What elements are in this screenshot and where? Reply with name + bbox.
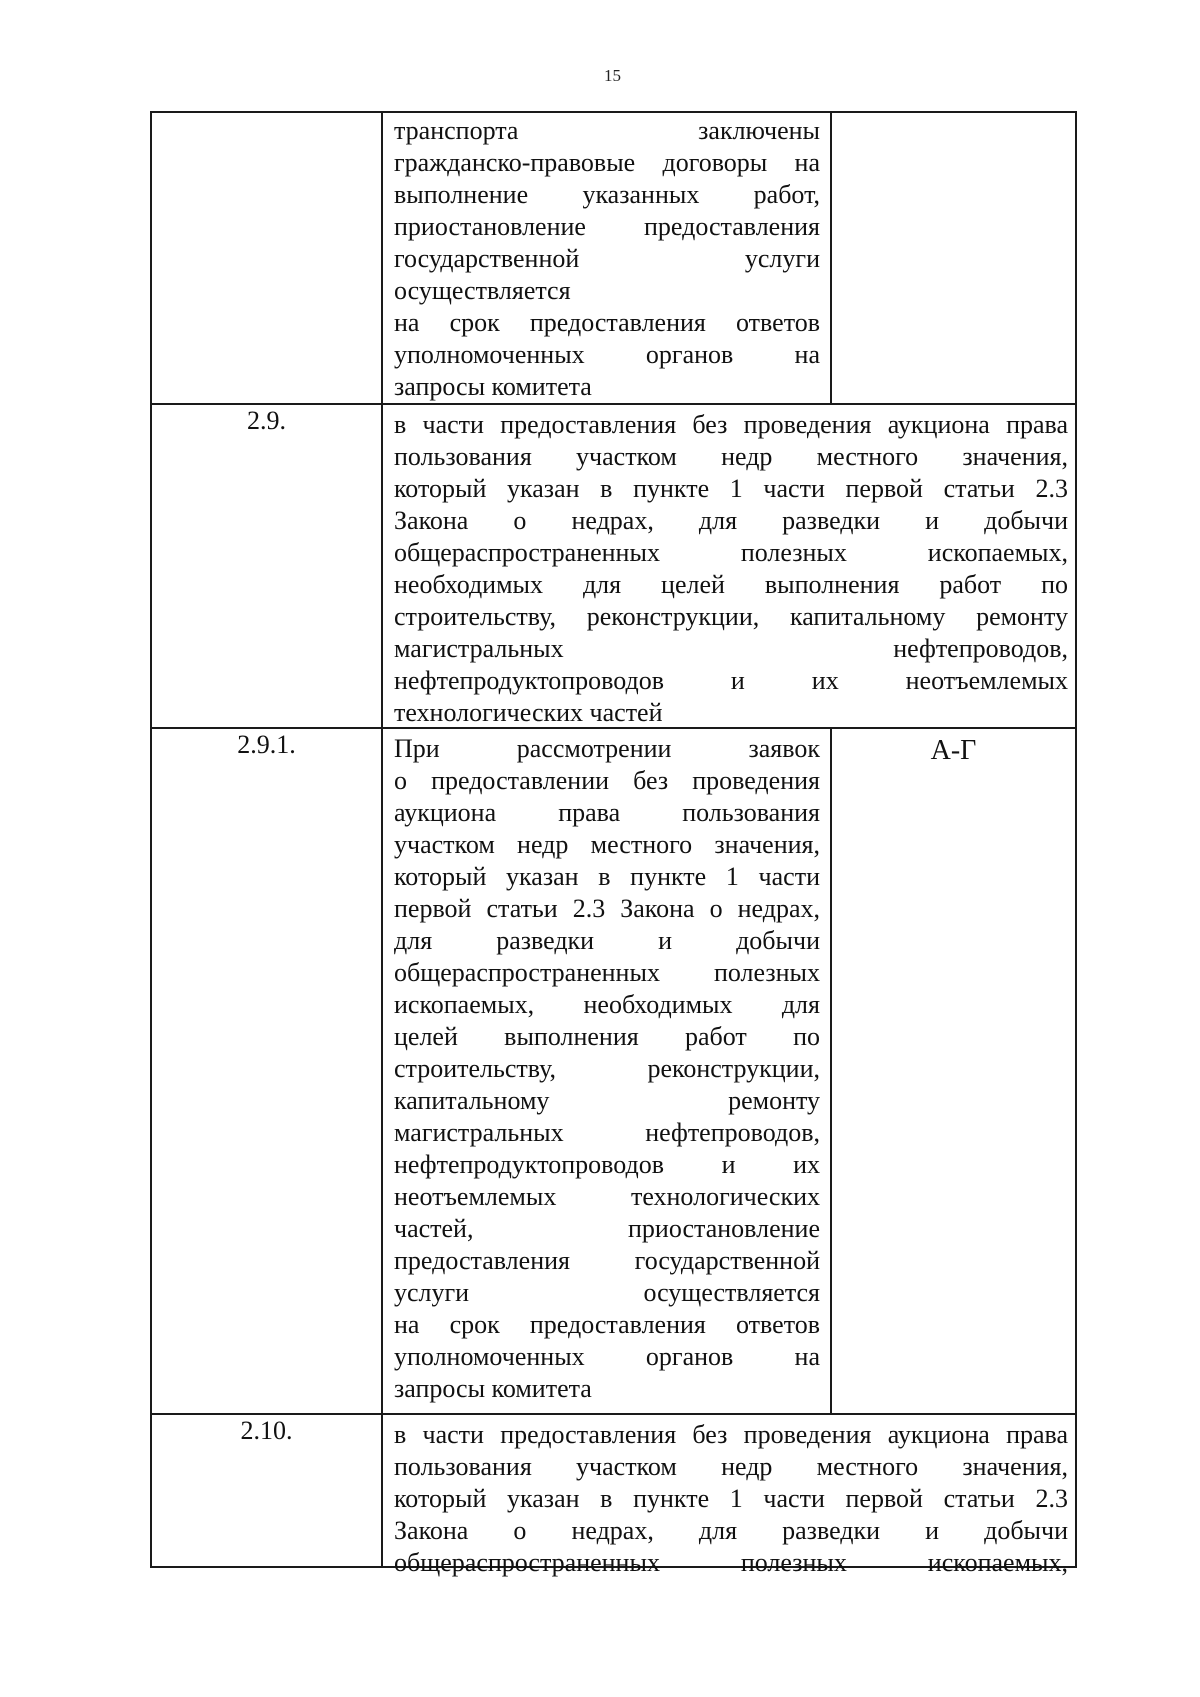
- text-line: При рассмотрении заявок: [394, 734, 820, 763]
- text-line: пользования участком недр местного значения,: [394, 442, 1068, 471]
- row-code-cell: А-Г: [830, 729, 1075, 1413]
- text-line: нефтепродуктопроводов и их: [394, 1150, 820, 1179]
- text-line: Закона о недрах, для разведки и добычи: [394, 1516, 1068, 1545]
- text-line: выполнение указанных работ,: [394, 180, 820, 209]
- row-text-cell: [394, 733, 820, 1405]
- text-line: на срок предоставления ответов: [394, 308, 820, 337]
- row-number-cell: 2.9.1.: [152, 729, 383, 1413]
- text-line: технологических частей: [394, 698, 663, 727]
- row-number-cell: 2.10.: [152, 1415, 383, 1566]
- row-code-cell: [830, 113, 1075, 403]
- text-line: частей, приостановление: [394, 1214, 820, 1243]
- text-line: неотъемлемых технологических: [394, 1182, 820, 1211]
- text-line: приостановление предоставления: [394, 212, 820, 241]
- text-line: общераспространенных полезных: [394, 958, 820, 987]
- text-line: общераспространенных полезных ископаемых,: [394, 538, 1068, 567]
- row-number-cell: [152, 113, 383, 403]
- text-line: в части предоставления без проведения аукциона права: [394, 410, 1068, 439]
- table-row: [152, 727, 1075, 1413]
- text-line: государственной услуги: [394, 244, 820, 273]
- text-line: о предоставлении без проведения: [394, 766, 820, 795]
- text-line: первой статьи 2.3 Закона о недрах,: [394, 894, 820, 923]
- text-line: уполномоченных органов на: [394, 340, 820, 369]
- text-line: целей выполнения работ по: [394, 1022, 820, 1051]
- text-line: магистральных нефтепроводов,: [394, 634, 1068, 663]
- text-line: осуществляется: [394, 276, 571, 305]
- text-line: участком недр местного значения,: [394, 830, 820, 859]
- text-line: услуги осуществляется: [394, 1278, 820, 1307]
- text-line: капитальному ремонту: [394, 1086, 820, 1115]
- row-number-cell: 2.9.: [152, 405, 383, 727]
- text-line: предоставления государственной: [394, 1246, 820, 1275]
- row-text-cell: [394, 1419, 1068, 1579]
- text-line: который указан в пункте 1 части: [394, 862, 820, 891]
- table-row: [152, 1413, 1075, 1577]
- row-text-cell: [394, 115, 820, 403]
- regulation-table: [150, 111, 1077, 1577]
- text-line: который указан в пункте 1 части первой статьи 2.3: [394, 474, 1068, 503]
- text-line: аукциона права пользования: [394, 798, 820, 827]
- row-text-cell: [394, 409, 1068, 729]
- text-line: запросы комитета: [394, 1374, 592, 1403]
- text-line: для разведки и добычи: [394, 926, 820, 955]
- text-line: уполномоченных органов на: [394, 1342, 820, 1371]
- text-line: Закона о недрах, для разведки и добычи: [394, 506, 1068, 535]
- text-line: запросы комитета: [394, 372, 592, 401]
- text-line: магистральных нефтепроводов,: [394, 1118, 820, 1147]
- table-row: [152, 113, 1075, 403]
- text-line: ископаемых, необходимых для: [394, 990, 820, 1019]
- text-line: строительству, реконструкции,: [394, 1054, 820, 1083]
- text-line: строительству, реконструкции, капитальному ремонту: [394, 602, 1068, 631]
- text-line: в части предоставления без проведения аукциона права: [394, 1420, 1068, 1449]
- text-line: пользования участком недр местного значения,: [394, 1452, 1068, 1481]
- text-line: который указан в пункте 1 части первой статьи 2.3: [394, 1484, 1068, 1513]
- text-line: на срок предоставления ответов: [394, 1310, 820, 1339]
- text-line: гражданско-правовые договоры на: [394, 148, 820, 177]
- page-number: 15: [604, 66, 621, 85]
- text-line: транспорта заключены: [394, 116, 820, 145]
- text-line: общераспространенных полезных ископаемых,: [394, 1548, 1068, 1577]
- text-line: необходимых для целей выполнения работ по: [394, 570, 1068, 599]
- table-row: [152, 403, 1075, 727]
- text-line: нефтепродуктопроводов и их неотъемлемых: [394, 666, 1068, 695]
